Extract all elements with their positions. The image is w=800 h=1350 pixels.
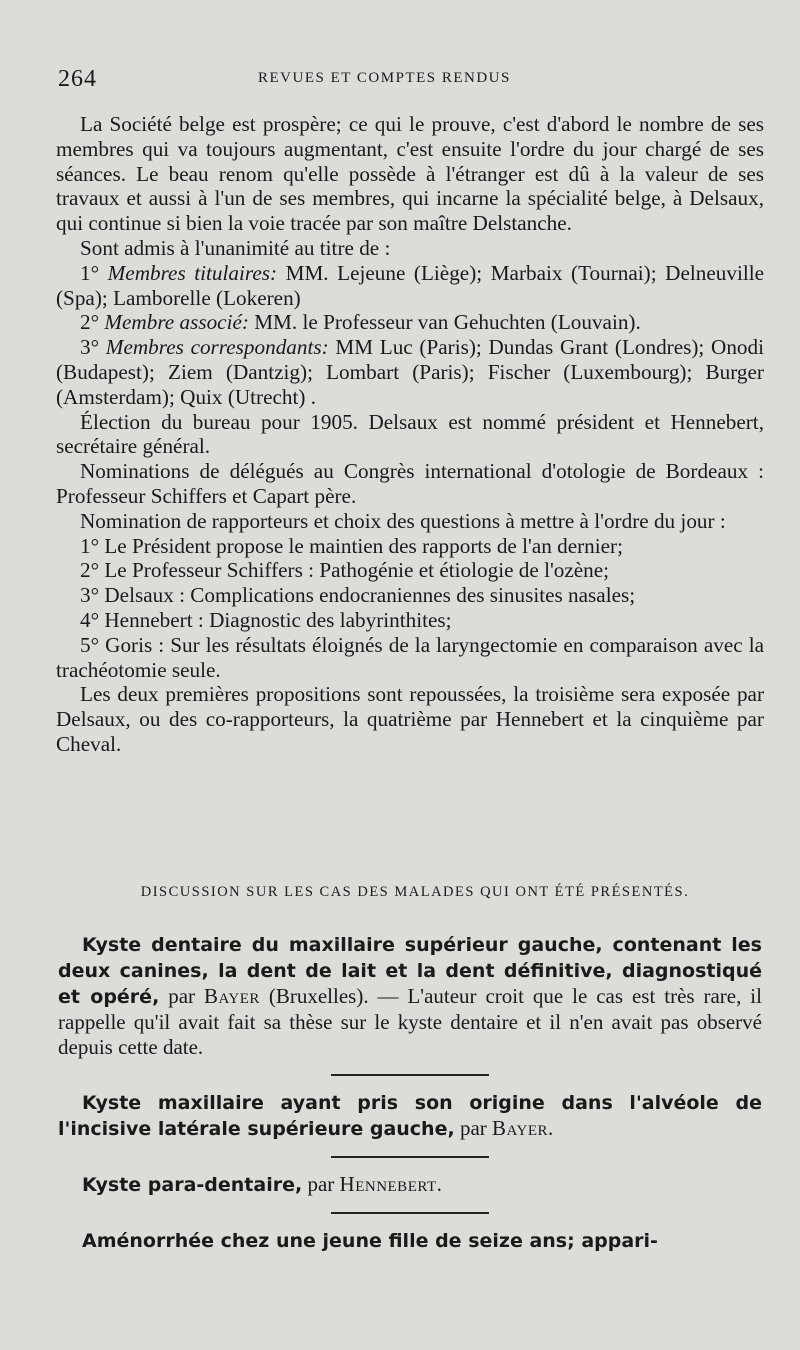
list-heading: Membre associé: bbox=[104, 310, 249, 335]
abstract-title: Kyste dentaire du maxillaire supérieur gauche, contenant les deux canines, la dent de lait et la dent définitive, diagnostiqué et opéré, bbox=[58, 934, 762, 1008]
abstract-par: par bbox=[159, 984, 204, 1008]
paragraph: Sont admis à l'unanimité au titre de : bbox=[80, 235, 391, 260]
divider-rule bbox=[331, 1212, 489, 1214]
abstract-par: par bbox=[302, 1172, 340, 1196]
paragraph: Nominations de délégués au Congrès international d'otologie de Bordeaux : Professeur Schiffers et Capart père. bbox=[56, 459, 764, 508]
paragraph: 5° Goris : Sur les résultats éloignés de la laryngectomie en comparaison avec la trachéotomie seule. bbox=[56, 632, 764, 682]
abstract-entry bbox=[58, 932, 762, 1060]
abstract-entry bbox=[58, 1172, 762, 1198]
paragraph bbox=[56, 310, 764, 335]
paragraph bbox=[56, 335, 764, 409]
abstracts bbox=[58, 932, 762, 1254]
abstract-author: Hennebert. bbox=[339, 1172, 443, 1196]
paragraph: 3° Delsaux : Complications endocraniennes des sinusites nasales; bbox=[80, 583, 636, 608]
paragraph: Élection du bureau pour 1905. Delsaux est nommé président et Hennebert, secrétaire général. bbox=[56, 409, 764, 459]
list-number: 2° bbox=[80, 310, 100, 335]
list-text: MM. Lejeune (Liège); Marbaix (Tournai); Delneuville (Spa); Lamborelle (Lokeren) bbox=[56, 260, 765, 310]
list-text: MM Luc (Paris); Dundas Grant (Londres); Onodi (Budapest); Ziem (Dantzig); Lombart (Paris); Fischer (Luxembourg); Burger (Amsterdam); Quix (Utrecht) . bbox=[56, 335, 765, 409]
paragraph: Les deux premières propositions sont repoussées, la troisième sera exposée par Delsaux, ou des co-rapporteurs, la quatrième par Hennebert et la cinquième par Cheval. bbox=[56, 682, 764, 756]
abstract-title: Kyste maxillaire ayant pris son origine dans l'alvéole de l'incisive latérale supérieure gauche, bbox=[58, 1092, 762, 1140]
list-number: 3° bbox=[80, 335, 100, 360]
abstract-author: Bayer bbox=[203, 984, 260, 1008]
abstract-author: Bayer. bbox=[492, 1116, 554, 1140]
paragraph: 1° Le Président propose le maintien des rapports de l'an dernier; bbox=[80, 533, 623, 558]
list-heading: Membres titulaires: bbox=[107, 260, 278, 285]
abstract-title: Kyste para-dentaire, bbox=[82, 1174, 303, 1196]
abstract-text: (Bruxelles). — L'auteur croit que le cas est très rare, il rappelle qu'il avait fait sa thèse sur le kyste dentaire et il n'en avait pas observé depuis cette date. bbox=[58, 984, 762, 1059]
divider-rule bbox=[331, 1156, 489, 1158]
section-title: DISCUSSION SUR LES CAS DES MALADES QUI ONT ÉTÉ PRÉSENTÉS. bbox=[140, 884, 690, 900]
running-head: REVUES ET COMPTES RENDUS bbox=[258, 70, 511, 86]
page-number: 264 bbox=[58, 66, 97, 92]
list-number: 1° bbox=[80, 260, 100, 285]
list-text: MM. le Professeur van Gehuchten (Louvain). bbox=[248, 310, 641, 335]
body-text bbox=[56, 112, 764, 757]
abstract-par: par bbox=[454, 1116, 493, 1140]
abstract-entry bbox=[58, 1090, 762, 1142]
paragraph bbox=[56, 261, 764, 311]
list-heading: Membres correspondants: bbox=[105, 335, 329, 360]
abstract-entry bbox=[58, 1228, 762, 1254]
divider-rule bbox=[331, 1074, 489, 1076]
abstract-title: Aménorrhée chez une jeune fille de seize ans; appari- bbox=[82, 1230, 658, 1252]
paragraph: Nomination de rapporteurs et choix des questions à mettre à l'ordre du jour : bbox=[80, 508, 726, 533]
paragraph: La Société belge est prospère; ce qui le prouve, c'est d'abord le nombre de ses membres qui va toujours augmentant, c'est ensuite l'ordre du jour chargé de ses séances. Le beau renom qu'elle possède à l'étranger est dû à la valeur de ses travaux et aussi à l'un de ses membres, qui incarne la spécialité belge, à Delsaux, qui continue si bien la voie tracée par son maître Delstanche. bbox=[56, 112, 764, 236]
page-header bbox=[58, 64, 758, 94]
paragraph: 2° Le Professeur Schiffers : Pathogénie et étiologie de l'ozène; bbox=[80, 558, 610, 583]
paragraph: 4° Hennebert : Diagnostic des labyrinthites; bbox=[80, 607, 452, 632]
